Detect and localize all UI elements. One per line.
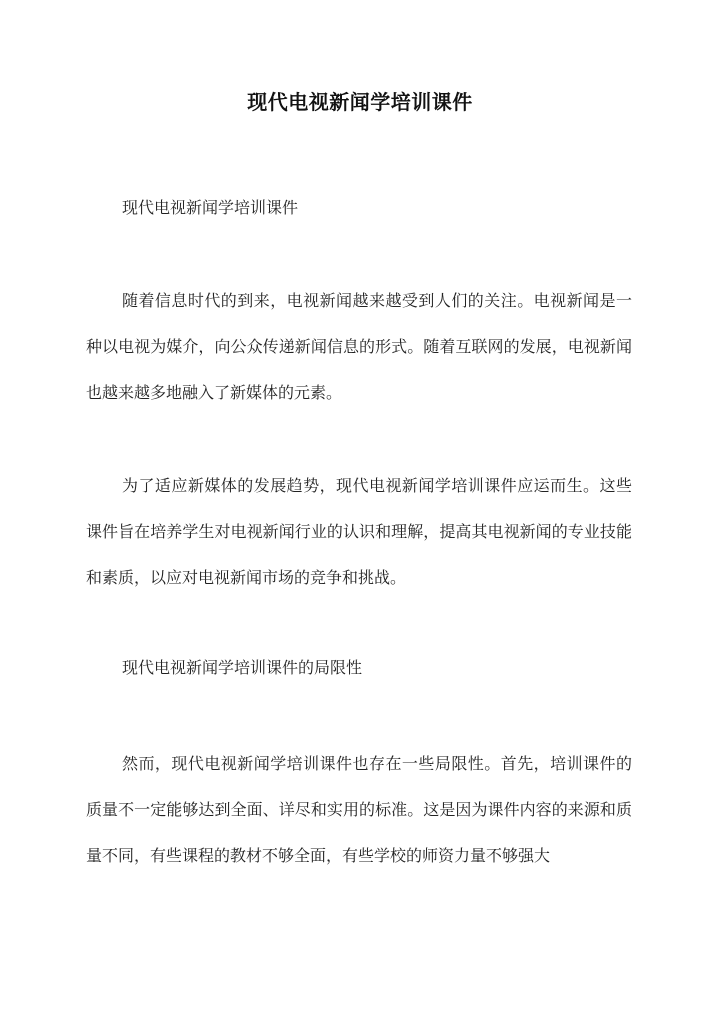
document-title: 现代电视新闻学培训课件 — [247, 90, 473, 114]
section-heading-intro: 现代电视新闻学培训课件 — [122, 198, 299, 217]
paragraph-intro-2: 为了适应新媒体的发展趋势，现代电视新闻学培训课件应运而生。这些课件旨在培养学生对电视新闻行业的认识和理解，提高其电视新闻的专业技能和素质，以应对电视新闻市场的竞争和挑战。 — [86, 476, 632, 587]
section-heading-limitations: 现代电视新闻学培训课件的局限性 — [122, 658, 363, 677]
paragraph-limitations-1: 然而，现代电视新闻学培训课件也存在一些局限性。首先，培训课件的质量不一定能够达到全面、详尽和实用的标准。这是因为课件内容的来源和质量不同，有些课程的教材不够全面，有些学校的师资力量不够强大 — [86, 754, 632, 865]
paragraph-intro-1: 随着信息时代的到来，电视新闻越来越受到人们的关注。电视新闻是一种以电视为媒介，向公众传递新闻信息的形式。随着互联网的发展，电视新闻也越来越多地融入了新媒体的元素。 — [86, 291, 632, 402]
